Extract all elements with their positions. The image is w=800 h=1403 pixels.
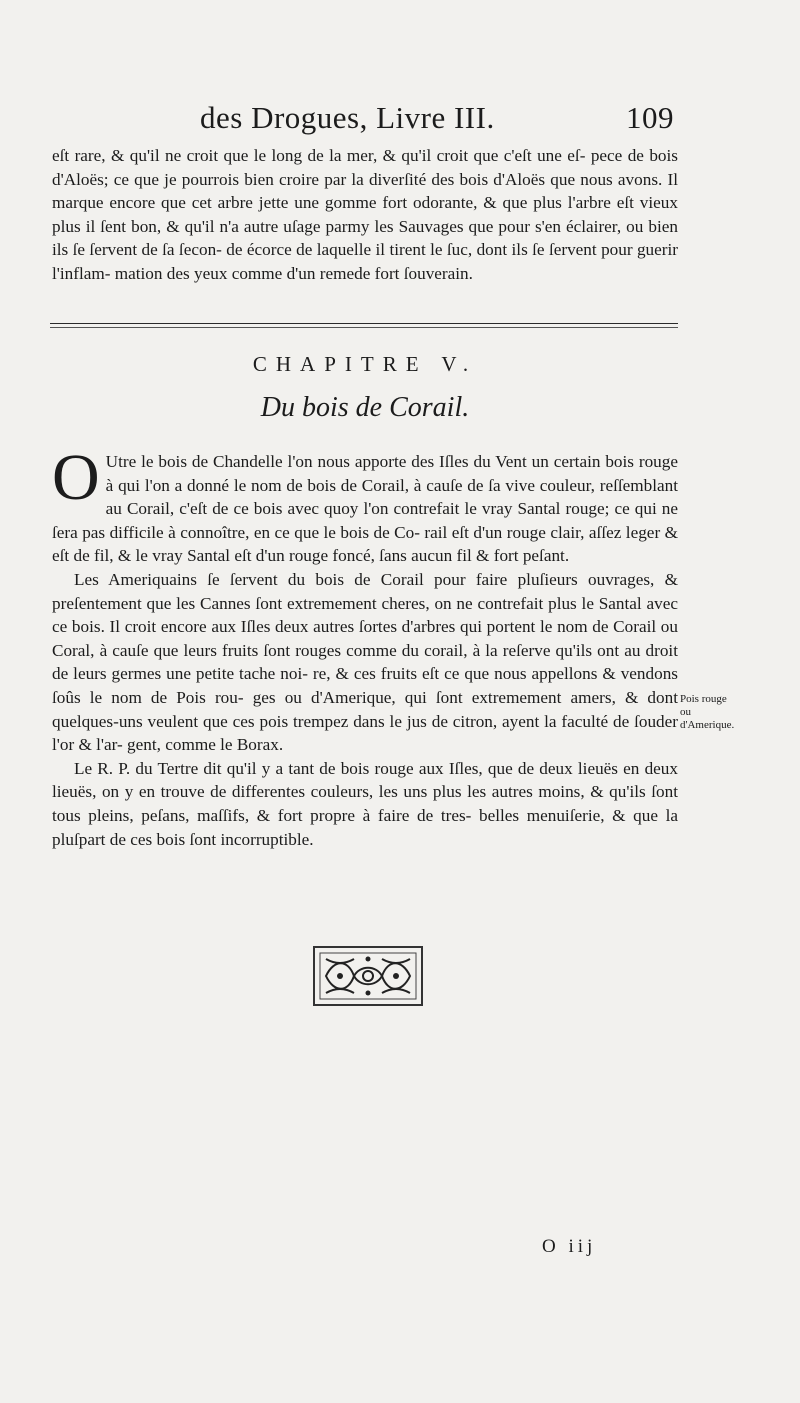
divider-rule-thin <box>50 327 678 328</box>
paragraph-1-text: Utre le bois de Chandelle l'on nous apporte des Iſles du Vent un certain bois rouge à qui l'on a donné le nom de bois de Corail, à cauſe de ſa vive couleur, reſſemblant au Corail, c'eſt de ce bois avec quoy l'on contrefait le vray Santal rouge; ce qui ne ſera pas difficile à connoître, en ce que le bois de Co- rail eſt d'un rouge clair, aſſez leger & eſt de fil, & le vray Santal eſt d'un rouge foncé, ſans aucun fil & fort peſant. <box>52 452 678 566</box>
paragraph-top: eſt rare, & qu'il ne croit que le long de la mer, & qu'il croit que c'eſt une eſ- pece de bois d'Aloës; ce que je pourrois bien croire par la diverſité des bois d'Aloës que nous avons. Il marque encore que cet arbre jette une gomme fort odorante, & que plus l'arbre eſt vieux plus il ſent bon, & qu'il n'a autre uſage parmy les Sauvages que pour s'en éclairer, ou bien ils ſe ſervent de ſa ſecon- de écorce de laquelle il tirent le ſuc, dont ils ſe ſervent pour guerir l'inflam- mation des yeux comme d'un remede fort ſouverain. <box>52 146 678 283</box>
running-head <box>200 100 690 140</box>
chapter-heading: CHAPITRE V. <box>252 352 478 376</box>
divider-rule-thick <box>50 323 678 324</box>
drop-cap: O <box>52 441 100 514</box>
continued-paragraph <box>52 144 678 286</box>
page-number: 109 <box>626 100 674 135</box>
chapter-subtitle: Du bois de Corail. <box>260 392 470 423</box>
paragraph-2: Les Ameriquains ſe ſervent du bois de Corail pour faire pluſieurs ouvrages, & preſentement que les Cannes ſont extremement cheres, on ne contrefait plus le Santal avec ce bois. Il croit encore aux Iſles deux autres ſortes d'arbres qui portent le nom de Corail ou Coral, à cauſe que leurs fruits ſont rouges comme du corail, à la reſerve qu'ils ont au droit de leurs germes une petite tache noi- re, & ces fruits eſt ce que nous appellons & vendons ſoûs le nom de Pois rou- ges ou d'Amerique, qui ſont extremement amers, & dont quelques-uns veulent que ces pois trempez dans le jus de citron, ayent la faculté de ſouder l'or & l'ar- gent, comme le Borax. <box>52 569 678 755</box>
signature-mark: O iij <box>542 1236 597 1257</box>
running-title: des Drogues, Livre III. <box>200 100 495 135</box>
paragraph-3: Le R. P. du Tertre dit qu'il y a tant de bois rouge aux Iſles, que de deux lieuës en deux lieuës, on y en trouve de differentes couleurs, les uns plus les autres moins, & qu'ils ſont tous pleins, peſans, maſſifs, & fort propre à faire de tres- belles menuiſerie, & que la pluſpart de ces bois ſont incorruptible. <box>52 758 678 849</box>
printer-ornament-icon <box>312 945 424 1007</box>
section-divider <box>50 321 678 329</box>
paragraph-1 <box>52 441 678 568</box>
margin-note: Pois rouge ou d'Amerique. <box>680 693 735 731</box>
chapter-body <box>52 441 678 851</box>
